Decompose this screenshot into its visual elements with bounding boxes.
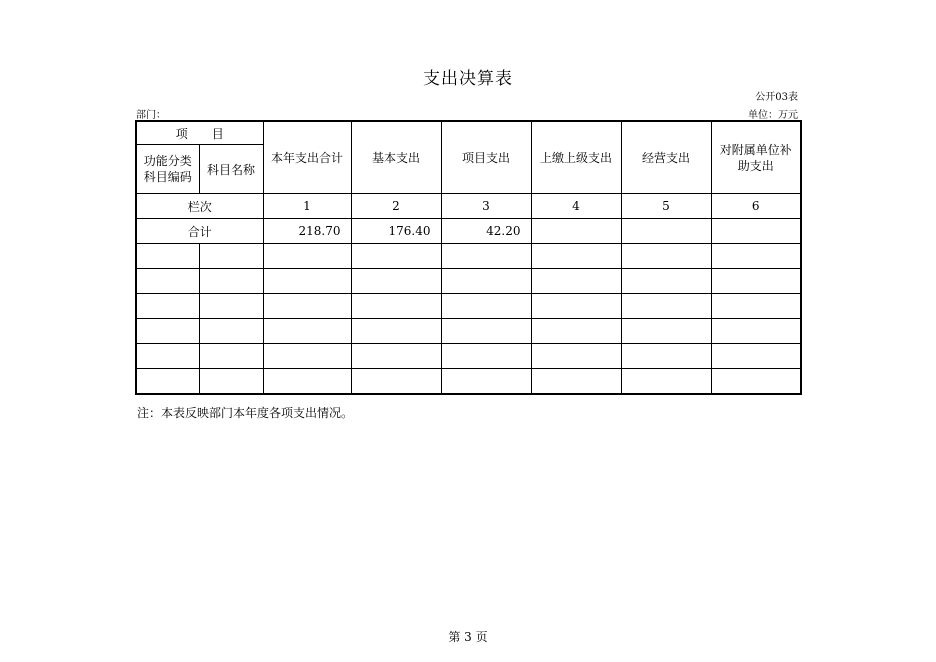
table-cell	[441, 369, 531, 395]
column-number: 3	[441, 194, 531, 219]
table-cell	[531, 344, 621, 369]
header-subject-name: 科目名称	[199, 145, 263, 194]
table-cell	[711, 244, 801, 269]
table-cell	[531, 244, 621, 269]
sum-upper	[531, 219, 621, 244]
table-cell	[621, 319, 711, 344]
table-cell	[441, 244, 531, 269]
table-note: 注：本表反映部门本年度各项支出情况。	[137, 406, 354, 420]
header-basic: 基本支出	[351, 121, 441, 194]
table-cell	[199, 344, 263, 369]
table-cell	[351, 344, 441, 369]
table-row	[136, 369, 801, 395]
table-row	[136, 294, 801, 319]
column-number: 6	[711, 194, 801, 219]
table-cell	[263, 269, 351, 294]
table-row	[136, 244, 801, 269]
column-number: 1	[263, 194, 351, 219]
table-cell	[263, 319, 351, 344]
table-cell	[136, 369, 199, 395]
table-cell	[621, 244, 711, 269]
table-cell	[711, 269, 801, 294]
table-cell	[136, 344, 199, 369]
sum-business	[621, 219, 711, 244]
table-cell	[263, 244, 351, 269]
table-cell	[711, 294, 801, 319]
table-cell	[441, 269, 531, 294]
header-func-code: 功能分类科目编码	[136, 145, 199, 194]
column-number: 5	[621, 194, 711, 219]
table-cell	[441, 294, 531, 319]
table-cell	[199, 369, 263, 395]
page-title: 支出决算表	[423, 69, 513, 89]
table-row	[136, 319, 801, 344]
table-cell	[199, 244, 263, 269]
page-number: 第 3 页	[448, 630, 488, 644]
table-cell	[136, 294, 199, 319]
table-cell	[621, 294, 711, 319]
table-row	[136, 344, 801, 369]
table-cell	[531, 269, 621, 294]
form-number: 公开03表	[755, 92, 798, 103]
header-upper: 上缴上级支出	[531, 121, 621, 194]
expenditure-table	[135, 120, 802, 395]
table-cell	[199, 319, 263, 344]
table-cell	[199, 269, 263, 294]
sum-project: 42.20	[441, 219, 531, 244]
sum-subsidy	[711, 219, 801, 244]
header-project: 项目支出	[441, 121, 531, 194]
table-cell	[351, 294, 441, 319]
column-number-label: 栏次	[136, 194, 263, 219]
header-total: 本年支出合计	[263, 121, 351, 194]
table-cell	[136, 244, 199, 269]
empty-rows	[136, 244, 801, 395]
sum-total: 218.70	[263, 219, 351, 244]
table-cell	[351, 369, 441, 395]
table-cell	[136, 319, 199, 344]
header-business: 经营支出	[621, 121, 711, 194]
table-row	[136, 269, 801, 294]
table-cell	[621, 369, 711, 395]
table-cell	[351, 269, 441, 294]
table-cell	[621, 269, 711, 294]
table-cell	[531, 319, 621, 344]
table-cell	[531, 369, 621, 395]
header-item: 项 目	[136, 121, 263, 145]
column-number-row	[136, 194, 801, 219]
table-cell	[711, 319, 801, 344]
table-cell	[136, 269, 199, 294]
sum-label: 合计	[136, 219, 263, 244]
sum-row	[136, 219, 801, 244]
table-cell	[621, 344, 711, 369]
unit-label: 单位：万元	[748, 110, 798, 121]
header-subsidy: 对附属单位补助支出	[711, 121, 801, 194]
table-cell	[351, 244, 441, 269]
column-number: 2	[351, 194, 441, 219]
table-cell	[711, 344, 801, 369]
table-cell	[199, 294, 263, 319]
column-number: 4	[531, 194, 621, 219]
table-cell	[531, 294, 621, 319]
table-cell	[351, 319, 441, 344]
sum-basic: 176.40	[351, 219, 441, 244]
department-label: 部门：	[136, 110, 166, 121]
table-cell	[263, 344, 351, 369]
table-cell	[711, 369, 801, 395]
table-cell	[441, 344, 531, 369]
table-cell	[263, 294, 351, 319]
table-cell	[441, 319, 531, 344]
table-cell	[263, 369, 351, 395]
